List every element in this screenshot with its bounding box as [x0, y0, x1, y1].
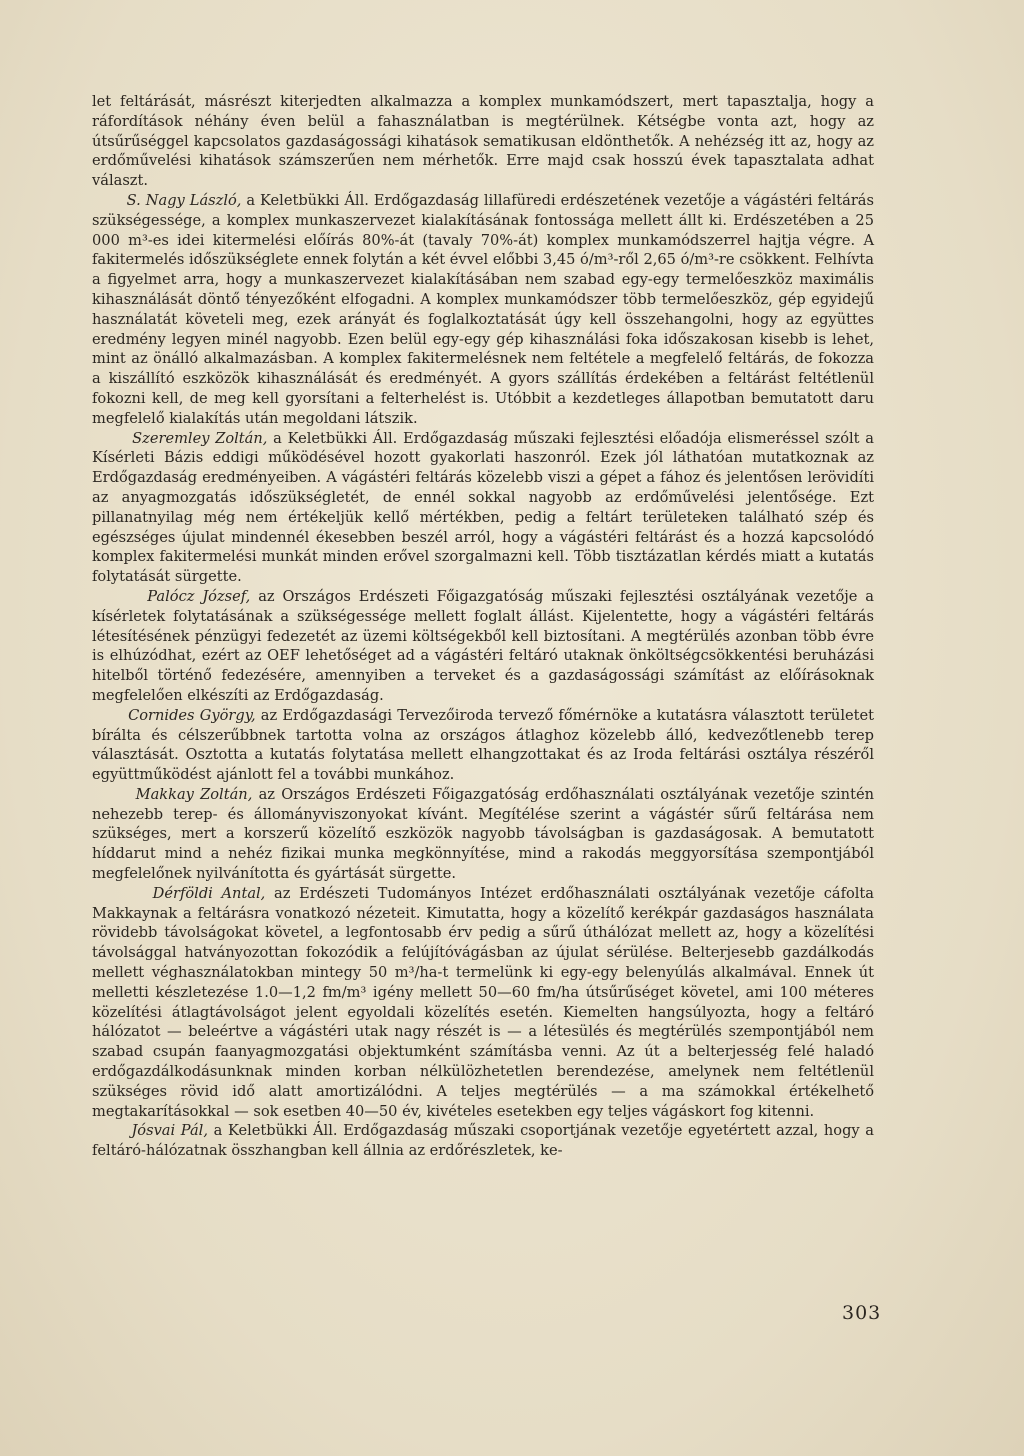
speaker-name: S. Nagy László,: [126, 191, 242, 209]
paragraph-0: [92, 92, 874, 191]
speaker-name: Dérföldi Antal,: [152, 884, 266, 902]
paragraph-text: let feltárását, másrészt kiterjedten alkalmazza a komplex munkamódszert, mert tapasztalja, hogy a ráfordítások néhány éven belül a fahasználatban is megtérülnek. Kétségbe vonta azt, hogy az útsűrűséggel kapcsolatos gazdaságossági kihatások sematikusan eldönthetők. A nehézség itt az, hogy az erdőművelési kihatások számszerűen nem mérhetők. Erre majd csak hosszú évek tapasztalata adhat választ.: [92, 93, 874, 190]
paragraph-text: a Keletbükki Áll. Erdőgazdaság műszaki fejlesztési előadója elismeréssel szólt a Kísérleti Bázis eddigi működésével hozott gyakorlati haszonról. Ezek jól láthatóan mutatkoznak az Erdőgazdaság eredményeiben. A vágástéri feltárás közelebb viszi a gépet a fához és jelentősen lerövidíti az anyagmozgatás időszükségletét, de ennél sokkal nagyobb az erdőművelési jelentősége. Ezt pillanatnyilag még nem értékeljük kellő mértékben, pedig a feltárt területeken található szép és egészséges újulat mindennél ékesebben beszél arról, hogy a vágástéri feltárást és a hozzá kapcsolódó komplex fakitermelési munkát minden erővel szorgalmazni kell. Több tisztázatlan kérdés miatt a kutatás folytatását sürgette.: [92, 429, 874, 586]
paragraph-text: a Keletbükki Áll. Erdőgazdaság műszaki csoportjának vezetője egyetértett azzal, hogy a feltáró-hálózatnak összhangban kell állnia az erdőrészletek, ke-: [92, 1122, 874, 1160]
paragraph-1: [92, 191, 874, 429]
paragraph-3: [92, 587, 874, 706]
paragraph-text: az Országos Erdészeti Főigazgatóság műszaki fejlesztési osztályának vezetője a kísérletek folytatásának a szükségessége mellett foglalt állást. Kijelentette, hogy a vágástéri feltárás létesítésének pénzügyi fedezetét az üzemi költségekből kell biztosítani. A megtérülés azonban több évre is elhúzódhat, ezért az OEF lehetőséget ad a vágástéri feltáró utaknak önköltségcsökkentési beruházási hitelből történő fedezésére, amennyiben a terveket és a gazdaságossági számítást az előírásoknak megfelelően elkészíti az Erdőgazdaság.: [92, 587, 874, 704]
paragraph-text: az Országos Erdészeti Főigazgatóság erdőhasználati osztályának vezetője szintén nehezebb terep- és állományviszonyokat kívánt. Megítélése szerint a vágástér sűrű feltárása nem szükséges, mert a korszerű közelítő eszközök nagyobb távolságban is gazdaságosak. A bemutatott híddarut mind a nehéz fizikai munka megkönnyítése, mind a rakodás meggyorsítása szempontjából megfelelőnek nyilvánította és gyártását sürgette.: [92, 785, 874, 883]
paragraph-7: [92, 1121, 874, 1161]
speaker-name: Palócz József,: [147, 587, 251, 605]
paragraph-6: [92, 884, 874, 1122]
paragraph-4: [92, 706, 874, 785]
speaker-name: Cornides György,: [128, 706, 256, 724]
paragraph-text: a Keletbükki Áll. Erdőgazdaság lillafüredi erdészetének vezetője a vágástéri feltárás szükségessége, a komplex munkaszervezet kialakításának fontossága mellett állt ki. Erdészetében a 25 000 m³-es idei kitermelési előírás 80%-át (tavaly 70%-át) komplex munkamódszerrel hajtja végre. A fakitermelés időszükséglete ennek folytán a két évvel előbbi 3,45 ó/m³-ről 2,65 ó/m³-re csökkent. Felhívta a figyelmet arra, hogy a munkaszervezet kialakításában nem szabad egy-egy termelőeszköz maximális kihasználását döntő tényezőként elfogadni. A komplex munkamódszer több termelőeszköz, gép egyidejű használatát követeli meg, ezek arányát és foglalkoztatását úgy kell összehangolni, hogy az együttes eredmény legyen minél nagyobb. Ezen belül egy-egy gép kihasználási foka időszakosan kisebb is lehet, mint az önálló alkalmazásban. A komplex fakitermelésnek nem feltétele a megfelelő feltárás, de fokozza a kiszállító eszközök kihasználását és eredményét. A gyors szállítás érdekében a feltárást feltétlenül fokozni kell, de meg kell gyorsítani a felterhelést is. Utóbbit a kezdetleges állapotban bemutatott daru megfelelő kialakítás után megoldani látszik.: [92, 191, 874, 427]
text-column: [92, 92, 874, 1161]
paragraph-text: az Erdőgazdasági Tervezőiroda tervező főmérnöke a kutatásra választott területet bírálta és célszerűbbnek tartotta volna az országos átlaghoz közelebb álló, kedvezőtlenebb terep választását. Osztotta a kutatás folytatása mellett elhangzottakat és az Iroda feltárási osztálya részéről együttműködést ajánlott fel a további munkához.: [92, 706, 874, 784]
paragraph-2: [92, 429, 874, 587]
speaker-name: Szeremley Zoltán,: [132, 429, 268, 447]
speaker-name: Jósvai Pál,: [131, 1122, 208, 1140]
paragraph-5: [92, 785, 874, 884]
paragraph-text: az Erdészeti Tudományos Intézet erdőhasználati osztályának vezetője cáfolta Makkaynak a feltárásra vonatkozó nézeteit. Kimutatta, hogy a közelítő kerékpár gazdaságos használata rövidebb távolságokat követel, a legfontosabb érv pedig a sűrű úthálózat mellett az, hogy a közelítési távolsággal hatványozottan fokozódik a felújítóvágásban az újulat sérülése. Belterjesebb gazdálkodás mellett véghasználatokban mintegy 50 m³/ha-t termelünk ki egy-egy belenyúlás alkalmával. Ennek út melletti készletezése 1.0—1,2 fm/m³ igény mellett 50—60 fm/ha útsűrűséget követel, ami 100 méteres közelítési átlagtávolságot jelent egyoldali közelítés esetén. Kiemelten hangsúlyozta, hogy a feltáró hálózatot — beleértve a vágástéri utak nagy részét is — a létesülés és megtérülés szempontjából nem szabad csupán faanyagmozgatási objektumként számításba venni. Az út a belterjesség felé haladó erdőgazdálkodásunknak minden korban nélkülözhetetlen berendezése, amelynek nem feltétlenül szükséges rövid idő alatt amortizálódni. A teljes megtérülés — a ma számokkal értékelhető megtakarításokkal — sok esetben 40—50 év, kivételes esetekben egy teljes vágáskort fog kitenni.: [92, 884, 874, 1120]
page-number: 303: [842, 1302, 882, 1324]
speaker-name: Makkay Zoltán,: [135, 785, 253, 803]
